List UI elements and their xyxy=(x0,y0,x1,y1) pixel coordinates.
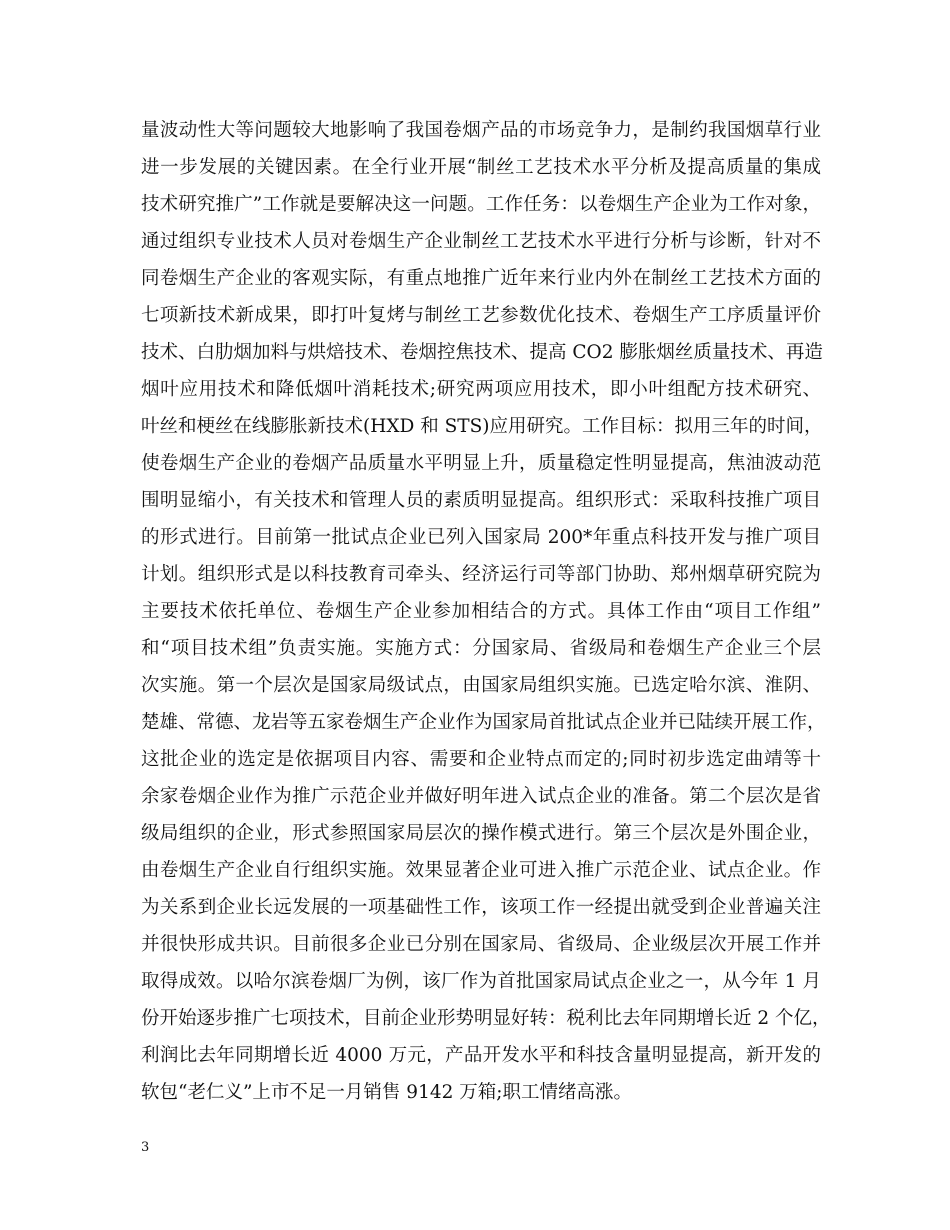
text-line: 软包“老仁义”上市不足一月销售 9142 万箱;职工情绪高涨。 xyxy=(141,1082,632,1103)
text-line: 技术、白肋烟加料与烘焙技术、卷烟控焦技术、提高 CO2 膨胀烟丝质量技术、再造 xyxy=(141,342,823,363)
text-line: 围明显缩小，有关技术和管理人员的素质明显提高。组织形式：采取科技推广项目 xyxy=(141,490,821,511)
text-line: 这批企业的选定是依据项目内容、需要和企业特点而定的;同时初步选定曲靖等十 xyxy=(141,749,821,770)
text-line: 取得成效。以哈尔滨卷烟厂为例，该厂作为首批国家局试点企业之一，从今年 1 月 xyxy=(141,971,821,992)
text-line: 烟叶应用技术和降低烟叶消耗技术;研究两项应用技术，即小叶组配方技术研究、 xyxy=(141,379,821,400)
text-line: 余家卷烟企业作为推广示范企业并做好明年进入试点企业的准备。第二个层次是省 xyxy=(141,786,821,807)
text-line: 叶丝和梗丝在线膨胀新技术(HXD 和 STS)应用研究。工作目标：拟用三年的时间， xyxy=(141,416,823,437)
text-line: 并很快形成共识。目前很多企业已分别在国家局、省级局、企业级层次开展工作并 xyxy=(141,934,821,955)
text-line: 和“项目技术组”负责实施。实施方式：分国家局、省级局和卷烟生产企业三个层 xyxy=(141,638,821,659)
text-line: 进一步发展的关键因素。在全行业开展“制丝工艺技术水平分析及提高质量的集成 xyxy=(141,157,821,178)
text-line: 级局组织的企业，形式参照国家局层次的操作模式进行。第三个层次是外围企业， xyxy=(141,823,821,844)
text-line: 同卷烟生产企业的客观实际，有重点地推广近年来行业内外在制丝工艺技术方面的 xyxy=(141,268,821,289)
text-line: 为关系到企业长远发展的一项基础性工作，该项工作一经提出就受到企业普遍关注 xyxy=(141,897,821,918)
text-line: 计划。组织形式是以科技教育司牵头、经济运行司等部门协助、郑州烟草研究院为 xyxy=(141,564,821,585)
text-line: 的形式进行。目前第一批试点企业已列入国家局 200*年重点科技开发与推广项目 xyxy=(141,527,821,548)
text-line: 次实施。第一个层次是国家局级试点，由国家局组织实施。已选定哈尔滨、淮阴、 xyxy=(141,675,821,696)
text-line: 技术研究推广”工作就是要解决这一问题。工作任务：以卷烟生产企业为工作对象， xyxy=(141,194,821,215)
text-line: 主要技术依托单位、卷烟生产企业参加相结合的方式。具体工作由“项目工作组” xyxy=(141,601,821,622)
text-line: 七项新技术新成果，即打叶复烤与制丝工艺参数优化技术、卷烟生产工序质量评价 xyxy=(141,305,821,326)
text-line: 通过组织专业技术人员对卷烟生产企业制丝工艺技术水平进行分析与诊断，针对不 xyxy=(141,231,821,252)
text-line: 由卷烟生产企业自行组织实施。效果显著企业可进入推广示范企业、试点企业。作 xyxy=(141,860,821,881)
body-paragraph xyxy=(141,112,831,1111)
text-line: 楚雄、常德、龙岩等五家卷烟生产企业作为国家局首批试点企业并已陆续开展工作， xyxy=(141,712,826,733)
text-line: 利润比去年同期增长近 4000 万元，产品开发水平和科技含量明显提高，新开发的 xyxy=(141,1045,821,1066)
page-number: 3 xyxy=(141,1140,150,1155)
text-line: 量波动性大等问题较大地影响了我国卷烟产品的市场竞争力，是制约我国烟草行业 xyxy=(141,120,821,141)
text-line: 份开始逐步推广七项技术，目前企业形势明显好转：税利比去年同期增长近 2 个亿， xyxy=(141,1008,831,1029)
text-line: 使卷烟生产企业的卷烟产品质量水平明显上升，质量稳定性明显提高，焦油波动范 xyxy=(141,453,821,474)
